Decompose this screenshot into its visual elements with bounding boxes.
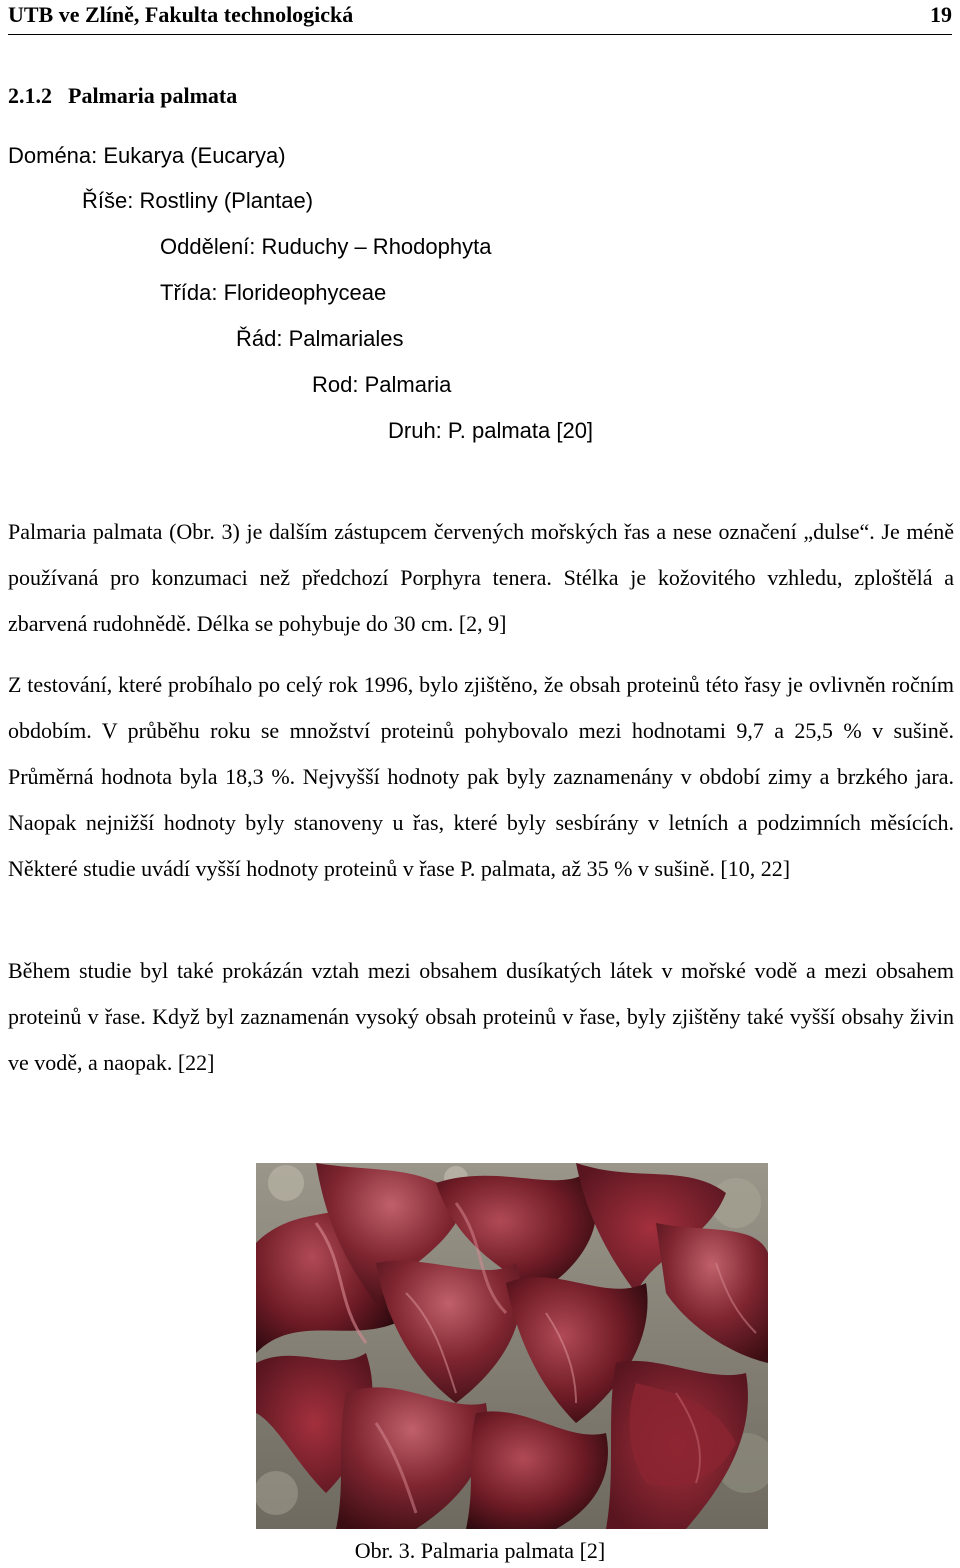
paragraph-protein-study: Z testování, které probíhalo po celý rok 1996, bylo zjištěno, že obsah proteinů této řasy je ovlivněn ročním obdobím. V průběhu roku se množství proteinů pohybovalo mezi hodnotami 9,7 a 25,5 % v sušině. Průměrná hodnota byla 18,3 %. Nejvyšší hodnoty pak byly zaznamenány v období zimy a brzkého jara. Naopak nejnižší hodnoty byly stanoveny u řas, které byly sesbírány v letních a podzimních měsících. Některé studie uvádí vyšší hodnoty proteinů v řase P. palmata, až 35 % v sušině. [10, 22] (8, 672, 954, 881)
taxonomy-class: Třída: Florideophyceae (160, 280, 387, 305)
taxonomy-order: Řád: Palmariales (236, 326, 404, 351)
figure-photo (256, 1163, 768, 1529)
section-number: 2.1.2 (8, 83, 52, 108)
taxonomy-domain: Doména: Eukarya (Eucarya) (8, 143, 286, 168)
taxonomy-genus: Rod: Palmaria (312, 372, 452, 397)
paragraph-nitrogen: Během studie byl také prokázán vztah mezi obsahem dusíkatých látek v mořské vodě a mezi obsahem proteinů v řase. Když byl zaznamenán vysoký obsah proteinů v řase, byly zjištěny také vyšší obsahy živin ve vodě, a naopak. [22] (8, 958, 954, 1075)
paragraph-intro: Palmaria palmata (Obr. 3) je dalším zástupcem červených mořských řas a nese označení „dulse“. Je méně používaná pro konzumaci než předchozí Porphyra tenera. Stélka je kožovitého vzhledu, zploštělá a zbarvená rudohnědě. Délka se pohybuje do 30 cm. [2, 9] (8, 519, 954, 636)
seaweed-photo (256, 1163, 768, 1529)
page-header (8, 0, 952, 35)
taxonomy-species: Druh: P. palmata [20] (388, 418, 594, 443)
section-heading (8, 83, 237, 109)
header-title: UTB ve Zlíně, Fakulta technologická (8, 2, 354, 27)
taxonomy-kingdom: Říše: Rostliny (Plantae) (82, 188, 314, 213)
page-number: 19 (930, 2, 952, 27)
section-title: Palmaria palmata (68, 83, 238, 108)
taxonomy-division: Oddělení: Ruduchy – Rhodophyta (160, 234, 492, 259)
figure-caption: Obr. 3. Palmaria palmata [2] (354, 1538, 606, 1563)
